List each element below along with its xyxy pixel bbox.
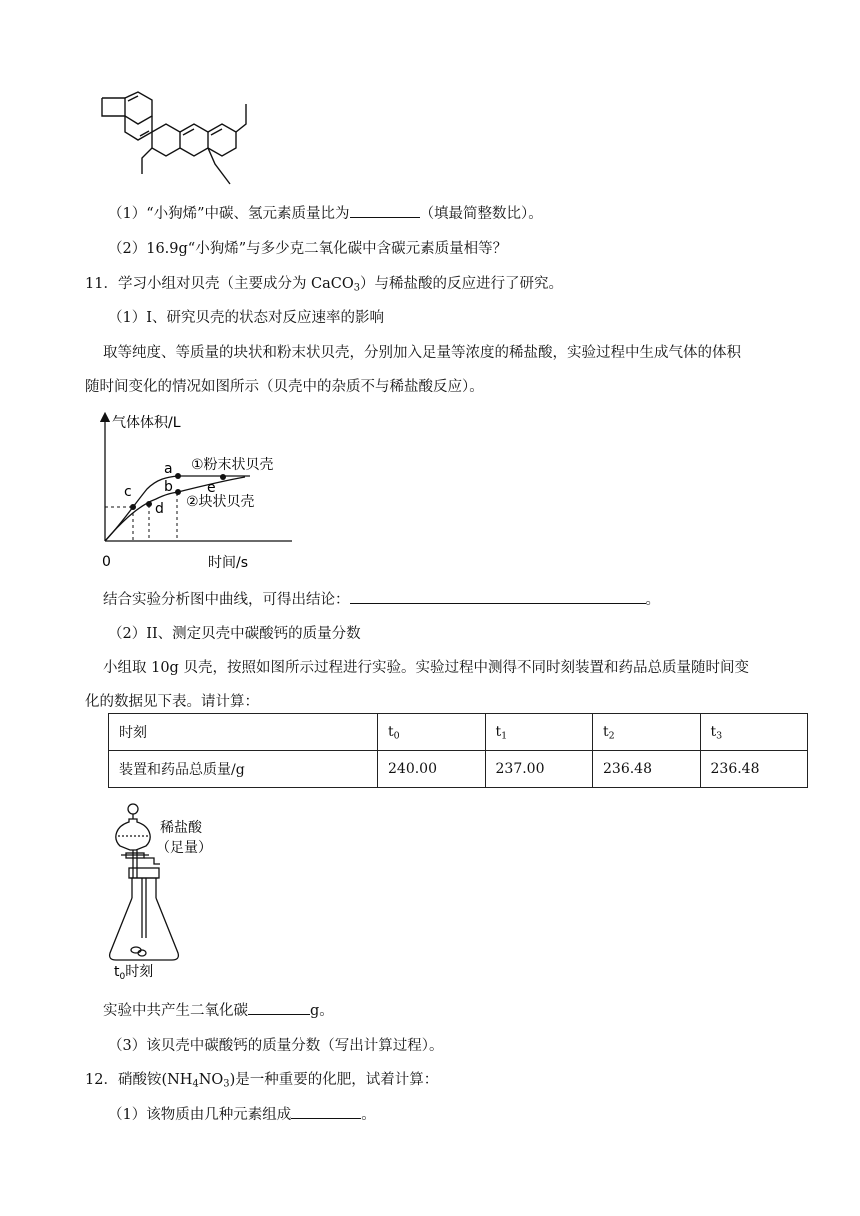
point-e bbox=[220, 474, 226, 480]
q12-title-sub1: 4 bbox=[192, 1078, 199, 1090]
table-header-cell bbox=[593, 714, 701, 751]
q11-paragraph2-line2: 化的数据见下表。请计算： bbox=[85, 694, 259, 710]
q11-section1: （1）I、研究贝壳的状态对反应速率的影响 bbox=[108, 310, 384, 326]
table-header-cell bbox=[485, 714, 593, 751]
table-header-cell bbox=[378, 714, 486, 751]
q12-title-c: )是一种重要的化肥，试着计算： bbox=[229, 1072, 439, 1088]
conclusion-blank[interactable] bbox=[350, 588, 646, 604]
q11-title-sub: 3 bbox=[353, 282, 361, 294]
q11-title-a: 11．学习小组对贝壳（主要成分为 CaCO bbox=[85, 276, 354, 292]
q12-title bbox=[85, 1068, 438, 1089]
point-label-a: a bbox=[164, 461, 173, 477]
q11-co2-line bbox=[103, 999, 334, 1020]
acid-label: 稀盐酸 bbox=[160, 820, 202, 836]
gas-volume-chart bbox=[92, 405, 302, 573]
apparatus-diagram bbox=[100, 798, 240, 980]
q11-section3: （3）该贝壳中碳酸钙的质量分数（写出计算过程）。 bbox=[108, 1038, 444, 1054]
q12-title-sub2: 3 bbox=[223, 1078, 230, 1090]
header-t: t bbox=[710, 724, 717, 740]
q12-part1-end: 。 bbox=[361, 1107, 376, 1124]
point-label-b: b bbox=[164, 479, 173, 495]
time-label-t: t bbox=[114, 964, 120, 980]
point-label-e: e bbox=[207, 480, 216, 496]
q11-co2-unit: g。 bbox=[310, 1003, 334, 1020]
chart-y-label: 气体体积/L bbox=[112, 415, 181, 431]
q11-paragraph1-line1: 取等纯度、等质量的块状和粉末状贝壳，分别加入足量等浓度的稀盐酸，实验过程中生成气体的体积 bbox=[103, 345, 741, 361]
table-header-row bbox=[109, 714, 808, 751]
q10-part2: （2）16.9g“小狗烯”与多少克二氧化碳中含碳元素质量相等？ bbox=[108, 241, 508, 257]
point-a bbox=[175, 473, 181, 479]
mass-table bbox=[108, 713, 808, 788]
molecule-structure-image bbox=[95, 86, 275, 191]
time-label bbox=[114, 964, 153, 980]
chart-x-label: 时间/s bbox=[208, 555, 249, 571]
legend-lump: ②块状贝壳 bbox=[186, 494, 255, 510]
co2-blank[interactable] bbox=[248, 999, 310, 1015]
table-row-label: 装置和药品总质量/g bbox=[109, 751, 378, 788]
q11-title-b: ）与稀盐酸的反应进行了研究。 bbox=[360, 276, 564, 292]
header-sub: 3 bbox=[716, 730, 723, 742]
answer-blank[interactable] bbox=[350, 202, 420, 218]
chart-origin-label: 0 bbox=[102, 554, 111, 570]
table-cell: 236.48 bbox=[593, 751, 701, 788]
funnel-stopper bbox=[128, 804, 138, 814]
q11-paragraph1-line2: 随时间变化的情况如图所示（贝壳中的杂质不与稀盐酸反应）。 bbox=[85, 379, 484, 395]
header-sub: 0 bbox=[393, 730, 400, 742]
q11-section2: （2）II、测定贝壳中碳酸钙的质量分数 bbox=[108, 626, 361, 642]
q10-part1 bbox=[108, 202, 543, 223]
table-cell: 236.48 bbox=[700, 751, 808, 788]
header-sub: 1 bbox=[501, 730, 508, 742]
table-header-cell bbox=[700, 714, 808, 751]
q11-co2-text: 实验中共产生二氧化碳 bbox=[103, 1003, 248, 1020]
point-label-c: c bbox=[124, 484, 132, 500]
q12-part1 bbox=[108, 1103, 376, 1124]
header-t: t bbox=[388, 724, 394, 740]
q11-paragraph2-line1: 小组取 10g 贝壳，按照如图所示过程进行实验。实验过程中测得不同时刻装置和药品总质量随时间变 bbox=[103, 660, 749, 676]
table-row bbox=[109, 751, 808, 788]
q10-part1-tail: （填最简整数比）。 bbox=[419, 206, 543, 223]
legend-powder: ①粉末状贝壳 bbox=[191, 457, 274, 473]
table-header-cell: 时刻 bbox=[109, 714, 378, 751]
q11-conclusion-end: 。 bbox=[645, 592, 660, 609]
elements-blank[interactable] bbox=[291, 1103, 361, 1119]
point-label-d: d bbox=[155, 501, 164, 517]
q12-part1-text: （1）该物质由几种元素组成 bbox=[108, 1107, 292, 1124]
header-t: t bbox=[603, 724, 609, 740]
q12-title-b: NO bbox=[198, 1072, 224, 1088]
table-cell: 237.00 bbox=[485, 751, 593, 788]
time-label-rest: 时刻 bbox=[125, 964, 154, 980]
header-t: t bbox=[495, 724, 502, 740]
q11-title bbox=[85, 272, 563, 293]
point-d bbox=[146, 501, 152, 507]
acid-note: （足量） bbox=[156, 840, 212, 856]
q10-part1-text: （1）“小狗烯”中碳、氢元素质量比为 bbox=[108, 206, 350, 223]
point-c bbox=[130, 504, 136, 510]
point-b bbox=[175, 489, 181, 495]
delivery-tube bbox=[144, 858, 160, 864]
q11-conclusion-text: 结合实验分析图中曲线，可得出结论： bbox=[103, 592, 350, 609]
q12-title-a: 12．硝酸铵(NH bbox=[85, 1072, 193, 1088]
separatory-funnel bbox=[116, 819, 150, 850]
q11-conclusion bbox=[103, 588, 660, 609]
table-cell: 240.00 bbox=[378, 751, 486, 788]
header-sub: 2 bbox=[608, 730, 615, 742]
time-label-sub: 0 bbox=[119, 972, 126, 980]
